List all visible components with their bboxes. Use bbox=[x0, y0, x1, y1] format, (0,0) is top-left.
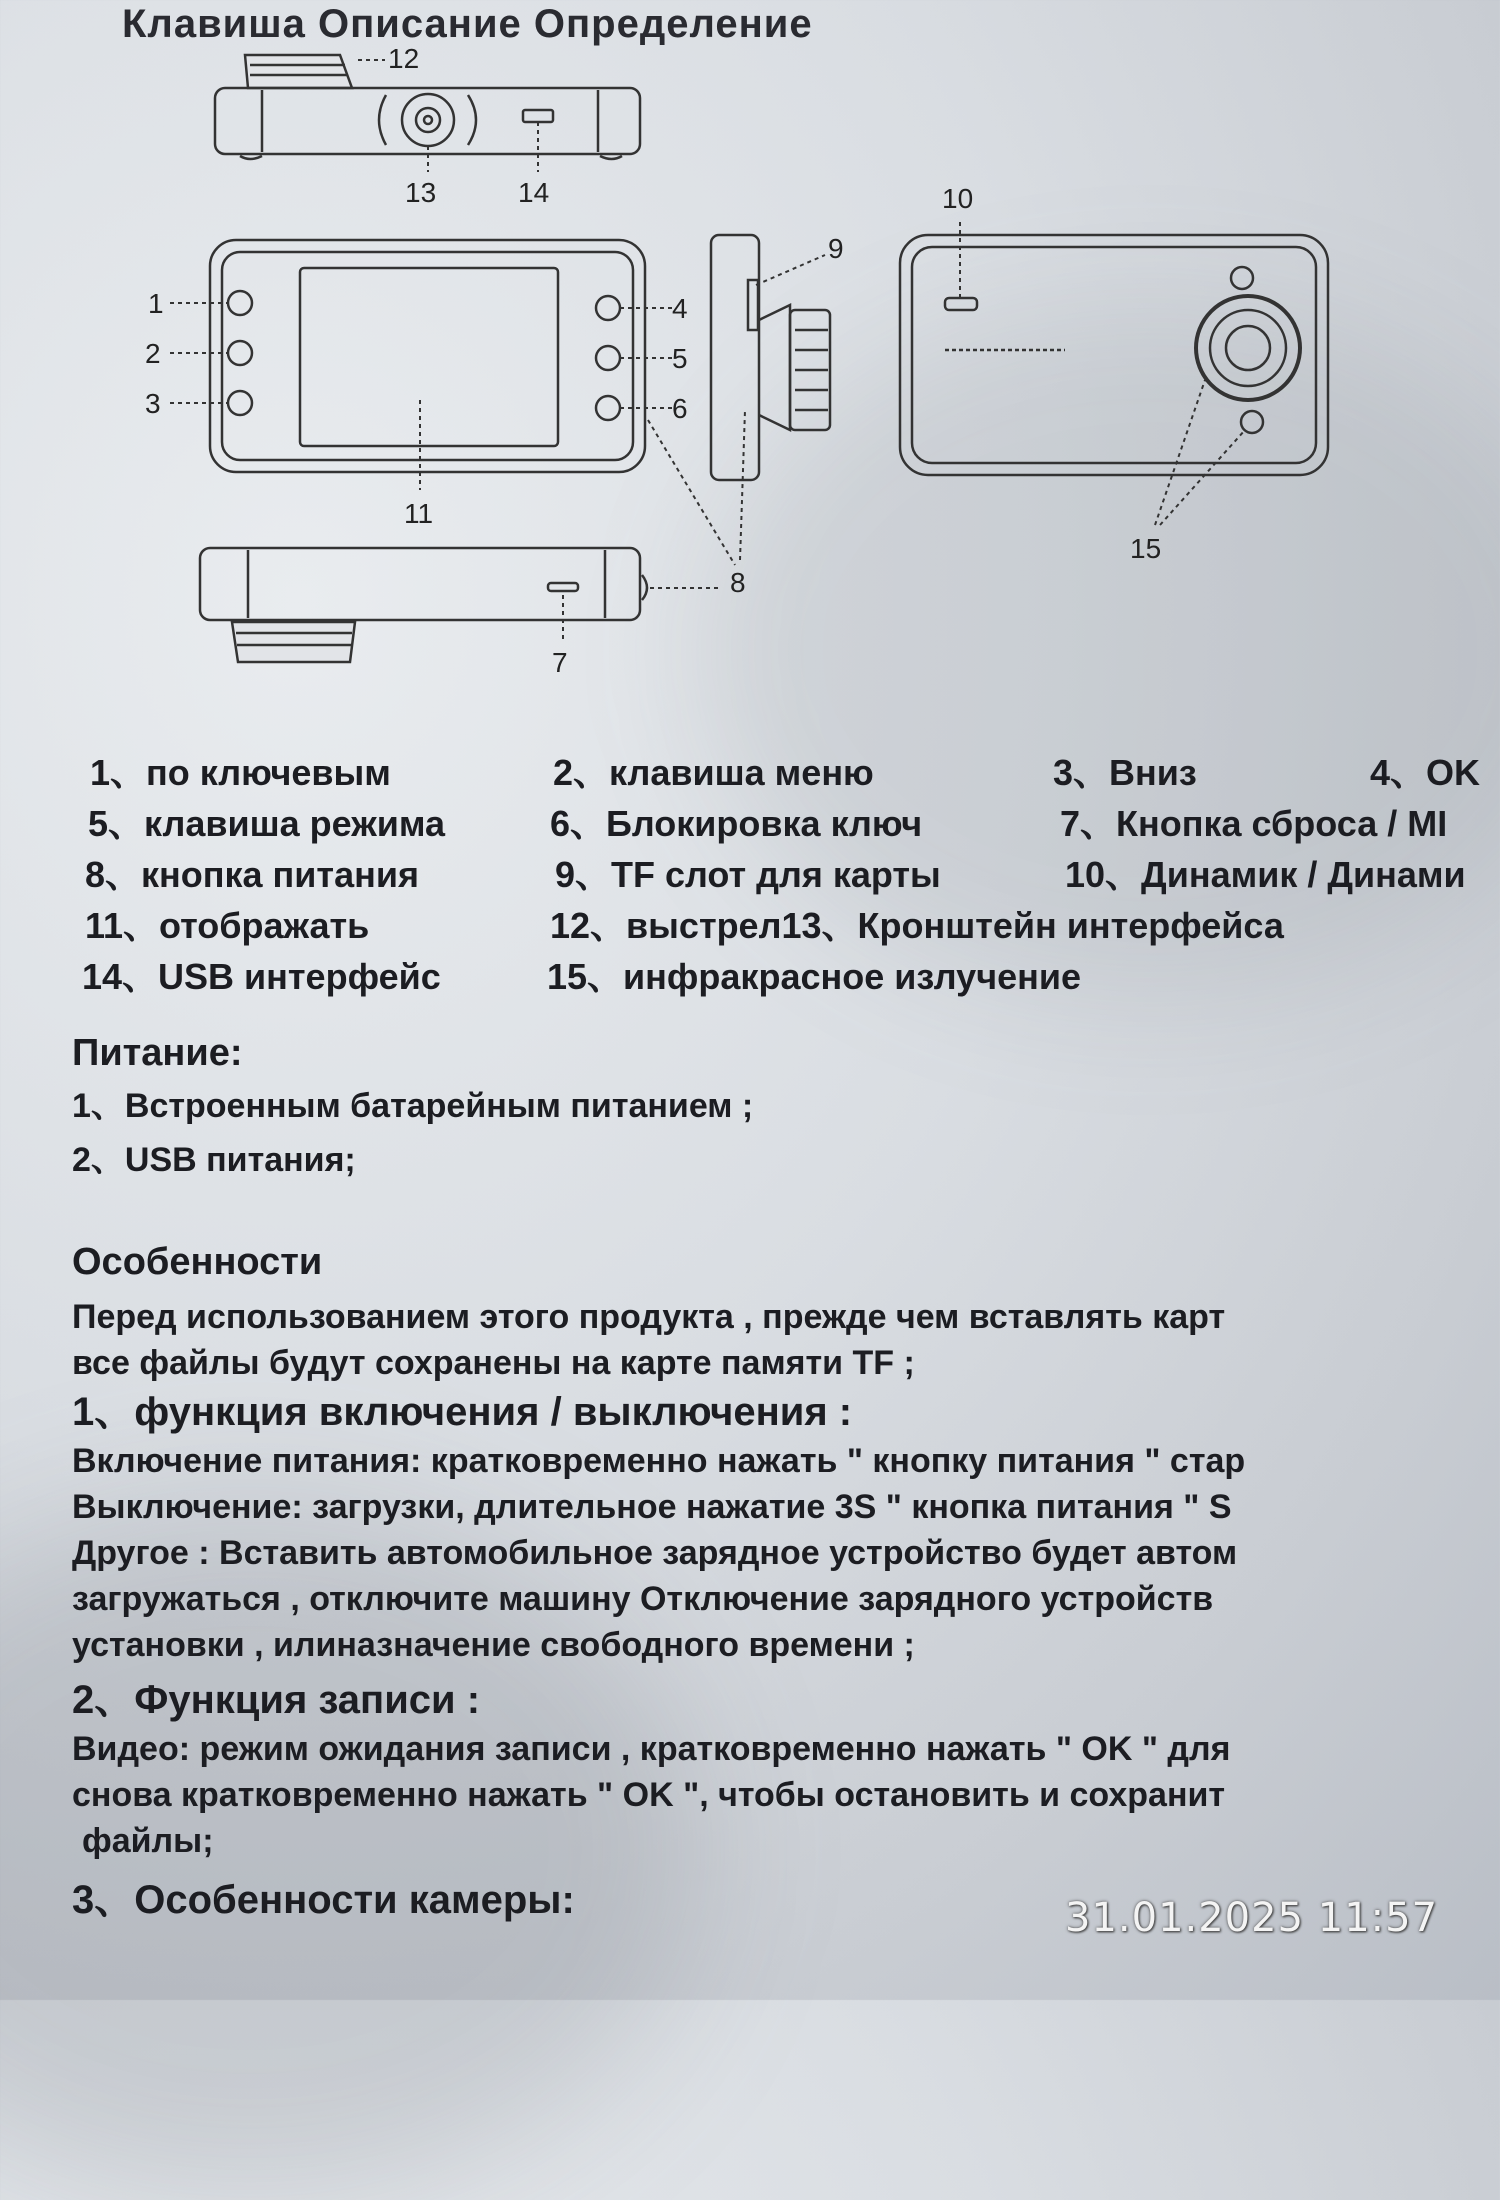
power-item: 2、USB питания; bbox=[72, 1141, 356, 1179]
power-heading: Питание: bbox=[72, 1032, 243, 1074]
section1-line: загружаться , отключите машину Отключение зарядного устройств bbox=[72, 1580, 1214, 1618]
legend-row bbox=[80, 898, 1500, 949]
callout-9: 9 bbox=[828, 233, 844, 264]
legend-item: 5、клавиша режима bbox=[88, 803, 446, 844]
callout-2: 2 bbox=[145, 338, 161, 369]
features-intro-line: все файлы будут сохранены на карте памяти TF ; bbox=[72, 1344, 915, 1382]
callout-8: 8 bbox=[730, 567, 746, 598]
bottom-view-body bbox=[200, 548, 647, 662]
legend-row bbox=[80, 745, 1500, 796]
features-intro-line: Перед использованием этого продукта , прежде чем вставлять карт bbox=[72, 1298, 1226, 1336]
callout-14: 14 bbox=[518, 177, 550, 208]
legend-item: 2、клавиша меню bbox=[553, 752, 874, 793]
section2-line: снова кратковременно нажать " OK ", чтобы остановить и сохранит bbox=[72, 1776, 1226, 1814]
top-view-body bbox=[215, 55, 640, 159]
section1-line: Другое : Вставить автомобильное зарядное устройство будет автом bbox=[72, 1534, 1238, 1572]
power-item: 1、Встроенным батарейным питанием ; bbox=[72, 1087, 754, 1125]
callout-5: 5 bbox=[672, 343, 688, 374]
document-title: Клавиша Описание Определение bbox=[122, 2, 813, 46]
callout-12: 12 bbox=[388, 43, 420, 74]
section1-line: Включение питания: кратковременно нажать " кнопку питания " стар bbox=[72, 1442, 1246, 1480]
legend-item: 4、OK bbox=[1370, 752, 1481, 793]
back-view-body bbox=[900, 235, 1328, 475]
section3-heading: 3、Особенности камеры: bbox=[72, 1878, 575, 1922]
section1-line: Выключение: загрузки, длительное нажатие 3S " кнопка питания " S bbox=[72, 1488, 1232, 1526]
section2-heading: 2、Функция записи : bbox=[72, 1678, 481, 1722]
section2-line: файлы; bbox=[82, 1822, 214, 1860]
legend-item: 1、по ключевым bbox=[90, 752, 391, 793]
legend-item: 7、Кнопка сброса / MI bbox=[1060, 803, 1448, 844]
section2-line: Видео: режим ожидания записи , кратковременно нажать " OK " для bbox=[72, 1730, 1231, 1768]
legend-row bbox=[80, 796, 1500, 847]
callout-3: 3 bbox=[145, 388, 161, 419]
callout-6: 6 bbox=[672, 393, 688, 424]
section1-line: установки , илиназначение свободного времени ; bbox=[72, 1626, 915, 1664]
legend-item: 8、кнопка питания bbox=[85, 854, 419, 895]
document-body bbox=[72, 1032, 1500, 1926]
front-view-body bbox=[210, 240, 645, 472]
legend-item: 11、отображать bbox=[85, 905, 370, 946]
features-heading: Особенности bbox=[72, 1241, 323, 1283]
legend-item: 14、USB интерфейс bbox=[82, 956, 441, 997]
photo-timestamp: 31.01.2025 11:57 bbox=[1065, 1895, 1439, 1941]
side-view-body bbox=[711, 235, 830, 480]
legend-item: 6、Блокировка ключ bbox=[550, 803, 923, 844]
legend-row bbox=[80, 847, 1500, 898]
callout-11: 11 bbox=[404, 498, 434, 529]
legend-item: 9、TF слот для карты bbox=[555, 854, 941, 895]
callout-10: 10 bbox=[942, 183, 974, 214]
callout-1: 1 bbox=[148, 288, 164, 319]
key-legend bbox=[80, 745, 1500, 1000]
legend-item: 15、инфракрасное излучение bbox=[547, 956, 1082, 997]
callout-7: 7 bbox=[552, 647, 568, 678]
dashcam-diagram bbox=[0, 0, 1500, 700]
legend-item: 10、Динамик / Динами bbox=[1065, 854, 1466, 895]
callout-13: 13 bbox=[405, 177, 437, 208]
section1-heading: 1、функция включения / выключения : bbox=[72, 1390, 853, 1434]
legend-item: 3、Вниз bbox=[1053, 752, 1197, 793]
legend-item: 12、выстрел13、Кронштейн интерфейса bbox=[550, 905, 1284, 946]
legend-row bbox=[80, 949, 1500, 1000]
callout-4: 4 bbox=[672, 293, 688, 324]
callout-15: 15 bbox=[1130, 533, 1162, 564]
